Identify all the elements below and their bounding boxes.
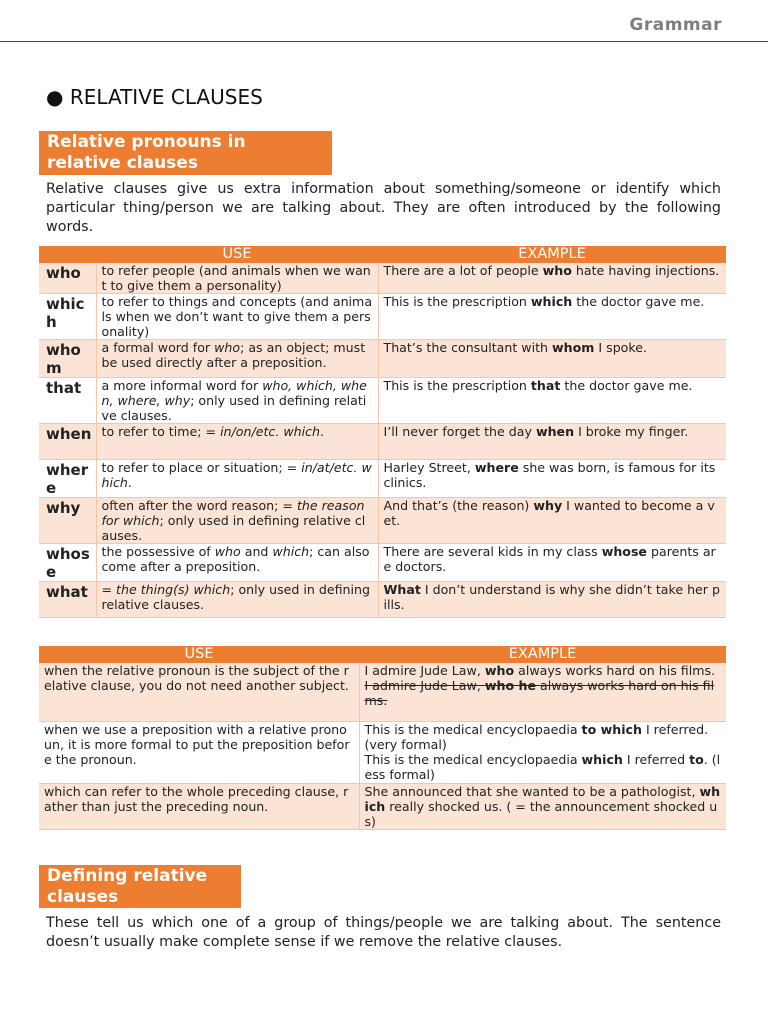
pronoun-cell: why [39, 498, 96, 544]
pronouns-table [39, 246, 726, 618]
example-cell: Harley Street, where she was born, is famous for its clinics. [378, 460, 726, 498]
use-cell: to refer people (and animals when we want to give them a personality) [96, 263, 378, 294]
use-cell: = the thing(s) which; only used in defining relative clauses. [96, 582, 378, 618]
table-row [39, 544, 726, 582]
example-cell: There are a lot of people who hate having injections. [378, 263, 726, 294]
header-title: Grammar [629, 15, 722, 35]
table-row [39, 263, 726, 294]
pronoun-cell: who [39, 263, 96, 294]
example-cell: This is the prescription that the doctor gave me. [378, 378, 726, 424]
table1-header-use: USE [96, 246, 378, 263]
use-cell: the possessive of who and which; can also come after a preposition. [96, 544, 378, 582]
table-row [39, 582, 726, 618]
main-heading-text: RELATIVE CLAUSES [69, 85, 263, 109]
table2-header-example: EXAMPLE [359, 646, 726, 663]
table2-header-use: USE [39, 646, 359, 663]
table-row [39, 424, 726, 460]
table1-header-example: EXAMPLE [378, 246, 726, 263]
defining-paragraph: These tell us which one of a group of things/people we are talking about. The sentence doesn’t usually make complete sense if we remove the relative clauses. [46, 915, 721, 950]
pronoun-cell: when [39, 424, 96, 460]
header-divider [0, 41, 768, 42]
use-cell: when we use a preposition with a relative pronoun, it is more formal to put the preposition before the pronoun. [39, 721, 359, 783]
example-cell: And that’s (the reason) why I wanted to become a vet. [378, 498, 726, 544]
usage-notes-table [39, 646, 726, 830]
use-cell: often after the word reason; = the reason for which; only used in defining relative clauses. [96, 498, 378, 544]
example-cell: She announced that she wanted to be a pathologist, which really shocked us. ( = the announcement shocked us) [359, 783, 726, 829]
example-cell: I admire Jude Law, who always works hard on his films. I admire Jude Law, who he always works hard on his films. [359, 663, 726, 721]
example-cell: What I don’t understand is why she didn’t take her pills. [378, 582, 726, 618]
table-row [39, 498, 726, 544]
use-cell: a formal word for who; as an object; must be used directly after a preposition. [96, 340, 378, 378]
pronoun-cell: where [39, 460, 96, 498]
use-cell: to refer to things and concepts (and animals when we don’t want to give them a personality) [96, 294, 378, 340]
table-row [39, 721, 726, 783]
pronoun-cell: whom [39, 340, 96, 378]
section-title-defining-clauses: Defining relative clauses [39, 865, 241, 908]
table-row [39, 783, 726, 829]
section-title-relative-pronouns: Relative pronouns in relative clauses [39, 131, 332, 175]
use-cell: which can refer to the whole preceding clause, rather than just the preceding noun. [39, 783, 359, 829]
table1-corner [39, 246, 96, 263]
pronoun-cell: which [39, 294, 96, 340]
example-cell: That’s the consultant with whom I spoke. [378, 340, 726, 378]
table-row [39, 460, 726, 498]
example-cell: There are several kids in my class whose parents are doctors. [378, 544, 726, 582]
use-cell: to refer to place or situation; = in/at/etc. which. [96, 460, 378, 498]
use-cell: a more informal word for who, which, when, where, why; only used in defining relative clauses. [96, 378, 378, 424]
pronoun-cell: whose [39, 544, 96, 582]
use-cell: when the relative pronoun is the subject of the relative clause, you do not need another subject. [39, 663, 359, 721]
bullet-icon: ● [46, 85, 64, 109]
table-row [39, 294, 726, 340]
pronoun-cell: that [39, 378, 96, 424]
example-cell: This is the medical encyclopaedia to which I referred. (very formal) This is the medical encyclopaedia which I referred to. (less formal) [359, 721, 726, 783]
table-row [39, 663, 726, 721]
table-row [39, 378, 726, 424]
table-row [39, 340, 726, 378]
example-cell: I’ll never forget the day when I broke my finger. [378, 424, 726, 460]
pronoun-cell: what [39, 582, 96, 618]
intro-paragraph: Relative clauses give us extra information about something/someone or identify which particular thing/person we are talking about. They are often introduced by the following words. [46, 181, 721, 235]
main-heading [46, 85, 263, 109]
example-cell: This is the prescription which the doctor gave me. [378, 294, 726, 340]
use-cell: to refer to time; = in/on/etc. which. [96, 424, 378, 460]
